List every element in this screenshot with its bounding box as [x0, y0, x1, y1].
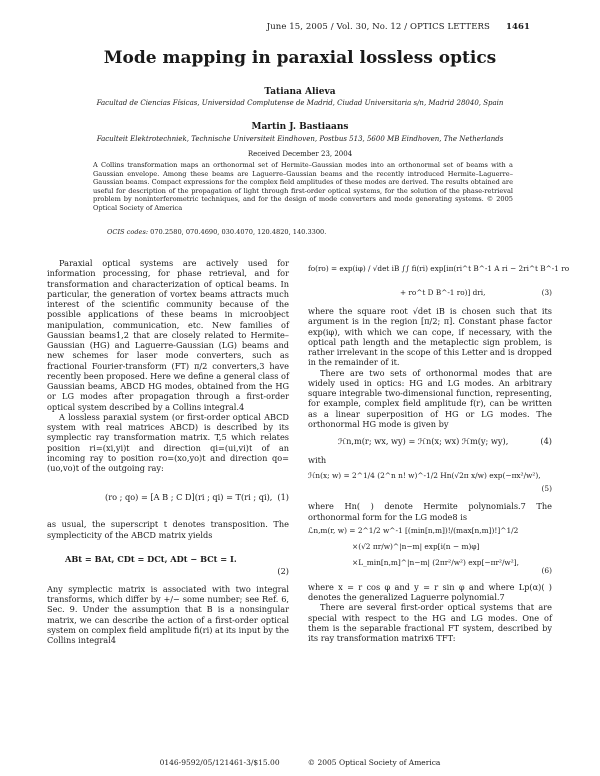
fractional-ft-paragraph: There are several first-order optical systems that are special with respect to the HG and LG modes. One of them is the separable fractional FT system, described by its ray transformation matrix6 TFT:: [308, 602, 552, 643]
equation-3-number: (3): [541, 288, 552, 297]
equation-1: [47, 481, 289, 519]
equation-1-number: (1): [277, 492, 289, 503]
equation-6: [308, 522, 552, 576]
author-name-2: Martin J. Bastiaans: [251, 122, 349, 132]
equation-3: [308, 258, 570, 306]
transposition-paragraph: as usual, the superscript t denotes transposition. The symplecticity of the ABCD matrix yields: [47, 519, 289, 540]
equation-2: [47, 546, 289, 580]
equation-3-line-2: + ro^t D B^-1 ro)] dri,: [400, 288, 486, 297]
paper-title: Mode mapping in paraxial lossless optics: [103, 48, 497, 68]
page-footer: [0, 758, 600, 767]
author-affiliation-2: Faculteit Elektrotechniek, Technische Universiteit Eindhoven, Postbus 513, 5600 MB Eindhoven, The Netherlands: [96, 135, 504, 143]
equation-6-line-2: ×(√2 πr/w)^|n−m| exp[i(n − m)φ]: [352, 541, 480, 551]
equation-6-number: (6): [541, 565, 552, 575]
author-name-1: Tatiana Alieva: [264, 87, 336, 97]
page-number: 1461: [505, 22, 530, 32]
footer-copyright: © 2005 Optical Society of America: [307, 758, 441, 767]
journal-info: June 15, 2005 / Vol. 30, No. 12 / OPTICS LETTERS: [266, 22, 490, 32]
equation-5-body: ℋn(x; w) = 2^1/4 (2^n n! w)^-1/2 Hn(√2π x/w) exp(−πx²/w²),: [308, 471, 541, 481]
left-column: [47, 258, 289, 645]
equation-3-line-1: fo(ro) = exp(iφ) / √det iB ∫∫ fi(ri) exp[iπ(ri^t B^-1 A ri − 2ri^t B^-1 ro: [308, 264, 570, 273]
equation-4-number: (4): [540, 436, 552, 446]
equation-6-line-3: ×L_min[n,m]^|n−m| (2πr²/w²) exp[−πr²/w²],: [352, 557, 519, 567]
equation-2-body: ABt = BAt, CDt = DCt, ADt − BCt = I.: [65, 553, 237, 564]
abstract: A Collins transformation maps an orthonormal set of Hermite–Gaussian modes into an orthonormal set of beams with a Gaussian envelope. Among these beams are Laguerre–Gaussian beams and the recently introduced Hermite–Laguerre–Gaussian beams. Compact expressions for the complex field amplitudes of these modes are derived. The results obtained are useful for description of the propagation of light through first-order optical systems, for the solution of the phase-retrieval problem by noninterferometric techniques, and for the design of mode converters and mode generating systems. © 2005 Optical Society of America: [93, 161, 513, 212]
hermite-paragraph: where Hn( ) denote Hermite polynomials.7 The orthonormal form for the LG mode8 is: [308, 501, 552, 522]
right-column: [308, 258, 570, 643]
ocis-codes: [107, 228, 326, 236]
equation-5-number: (5): [541, 484, 552, 494]
equation-5: [308, 465, 552, 501]
equation-6-line-1: ℒn,m(r, w) = 2^1/2 w^-1 [(min[n,m])!/(max[n,m])!]^1/2: [308, 525, 519, 535]
footer-code: 0146-9592/05/121461-3/$15.00: [159, 758, 280, 767]
modes-paragraph: There are two sets of orthonormal modes that are widely used in optics: HG and LG modes. An arbitrary square integrable two-dimensional function, representing, for example, complex field amplitude f(r), can be written as a linear superposition of HG or LG modes. The orthonormal HG mode is given by: [308, 367, 552, 429]
running-header: [267, 22, 530, 32]
received-date: Received December 23, 2004: [247, 150, 353, 158]
collins-paragraph: Any symplectic matrix is associated with two integral transforms, which differ by +/− some number; see Ref. 6, Sec. 9. Under the assumption that B is a nonsingular matrix, we can describe the action of a first-order optical system on complex field amplitude fi(ri) at its input by the Collins integral4: [47, 583, 289, 645]
laguerre-paragraph: where x = r cos φ and y = r sin φ and where Lp(α)( ) denotes the generalized Laguerre polynomial.7: [308, 581, 552, 602]
equation-4-body: ℋn,m(r; wx, wy) = ℋn(x; wx) ℋm(y; wy),: [338, 436, 509, 446]
ocis-label: OCIS codes:: [107, 228, 149, 236]
with-text: with: [308, 455, 327, 465]
system-paragraph: A lossless paraxial system (or first-order optical ABCD system with real matrices ABCD) is described by its symplectic ray transformation matrix. T,5 which relates position ri=(xi,yi)t and direction qi=(ui,vi)t of an incoming ray to position ro=(xo,yo)t and direction qo=(uo,vo)t of the outgoing ray:: [47, 411, 289, 473]
equation-4: [308, 429, 552, 455]
intro-paragraph: Paraxial optical systems are actively used for information processing, for phase retrieval, and for transformation and characterization of optical beams. In particular, the generation of vortex beams attracts much interest of the scientific community because of the possible applications of these beams in microobject manipulation, communication, etc. New families of Gaussian beams1,2 that are closely related to Hermite–Gaussian (HG) and Laguerre-Gaussian (LG) beams and new schemes for laser mode converters, such as fractional Fourier-transform (FT) π/2 converters,3 have recently been proposed. Here we define a general class of Gaussian beams, ABCD HG modes, obtained from the HG or LG modes after propagation through a first-order optical system described by a Collins integral.4: [47, 258, 289, 412]
ocis-code-list: 070.2580, 070.4690, 030.4070, 120.4820, 140.3300.: [150, 228, 327, 236]
sqrt-paragraph: where the square root √det iB is chosen such that its argument is in the region [π/2; π]. Constant phase factor exp(iφ), with which we can cope, if necessary, with the optical path length and the metaplectic sign problem, is rather irrelevant in the scope of this Letter and is dropped in the remainder of it.: [308, 306, 552, 368]
equation-2-number: (2): [277, 565, 289, 576]
author-affiliation-1: Facultad de Ciencias Físicas, Universidad Complutense de Madrid, Ciudad Universitaria s/n, Madrid 28040, Spain: [96, 99, 504, 107]
equation-1-body: (ro ; qo) = [A B ; C D](ri ; qi) = T(ri ; qi),: [105, 492, 273, 503]
